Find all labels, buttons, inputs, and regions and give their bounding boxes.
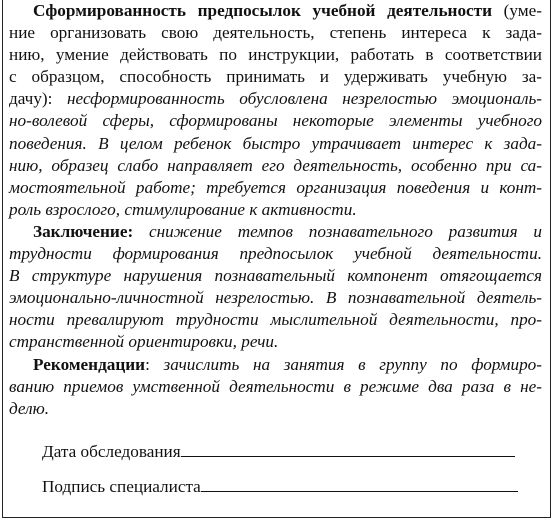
recommendations-line bbox=[9, 398, 542, 420]
signature-row bbox=[42, 476, 518, 498]
recommendations-line bbox=[9, 376, 542, 398]
conclusion-heading: Заключение: bbox=[33, 221, 134, 241]
segment-italic: делю. bbox=[9, 398, 50, 418]
segment-italic: зачислить на занятия в группу по формиро- bbox=[163, 354, 542, 374]
signature-field[interactable] bbox=[201, 477, 518, 492]
segment: с образцом, способность принимать и удерживать учебную за- bbox=[9, 67, 542, 87]
segment-italic: но-волевой сферы, сформированы некоторые элементы учебного bbox=[9, 111, 542, 131]
date-label: Дата обследования bbox=[42, 442, 181, 461]
prerequisites-line-1 bbox=[9, 0, 542, 22]
segment-italic: снижение темпов познавательного развития и bbox=[133, 221, 542, 241]
conclusion-line bbox=[9, 265, 542, 287]
specialist-label: Подпись специалиста bbox=[42, 477, 201, 496]
prerequisites-heading: Сформированность предпосылок учебной деятельности bbox=[33, 1, 493, 20]
prerequisites-line bbox=[9, 44, 542, 66]
prerequisites-line bbox=[9, 199, 542, 221]
conclusion-line bbox=[9, 287, 542, 309]
prerequisites-line bbox=[9, 88, 542, 110]
segment-italic: несформированность обусловлена незрелостью эмоциональ- bbox=[67, 89, 542, 109]
segment-italic: ванию приемов умственной деятельности в режиме два раза в не- bbox=[9, 376, 542, 396]
document-body bbox=[9, 0, 542, 420]
segment-italic: поведения. В целом ребенок быстро утрачивает интерес к зада- bbox=[9, 133, 542, 153]
segment-italic: эмоционально-личностной незрелостью. В познавательной деятель- bbox=[9, 288, 542, 308]
segment-italic: роль взрослого, стимулирование к активности. bbox=[9, 199, 357, 219]
date-row bbox=[42, 441, 515, 463]
segment: (уме- bbox=[492, 1, 542, 20]
recommendations-heading: Рекомендации bbox=[33, 354, 146, 374]
segment: ние организовать свою деятельность, степень интереса к зада- bbox=[9, 23, 542, 43]
prerequisites-line bbox=[9, 155, 542, 177]
conclusion-line-1 bbox=[9, 221, 542, 243]
segment-italic: нию, образец слабо направляет его деятельность, особенно при са- bbox=[9, 155, 542, 175]
segment-italic: В структуре нарушения познавательный компонент отягощается bbox=[9, 266, 542, 286]
conclusion-line bbox=[9, 331, 542, 353]
segment-italic: ности превалируют трудности мыслительной деятельности, про- bbox=[9, 310, 542, 330]
prerequisites-line bbox=[9, 22, 542, 44]
prerequisites-line bbox=[9, 177, 542, 199]
conclusion-line bbox=[9, 309, 542, 331]
date-field[interactable] bbox=[181, 442, 515, 457]
segment-italic: странственной ориентировки, речи. bbox=[9, 332, 279, 352]
prerequisites-line bbox=[9, 110, 542, 132]
prerequisites-line bbox=[9, 133, 542, 155]
segment: : bbox=[145, 354, 164, 374]
segment: дачу): bbox=[9, 89, 68, 109]
segment: нию, умение действовать по инструкции, работать в соответствии bbox=[9, 45, 542, 65]
segment-italic: мостоятельной работе; требуется организация поведения и конт- bbox=[9, 177, 542, 197]
prerequisites-line bbox=[9, 66, 542, 88]
segment-italic: трудности формирования предпосылок учебной деятельности. bbox=[9, 244, 542, 264]
conclusion-line bbox=[9, 243, 542, 265]
recommendations-line-1 bbox=[9, 354, 542, 376]
